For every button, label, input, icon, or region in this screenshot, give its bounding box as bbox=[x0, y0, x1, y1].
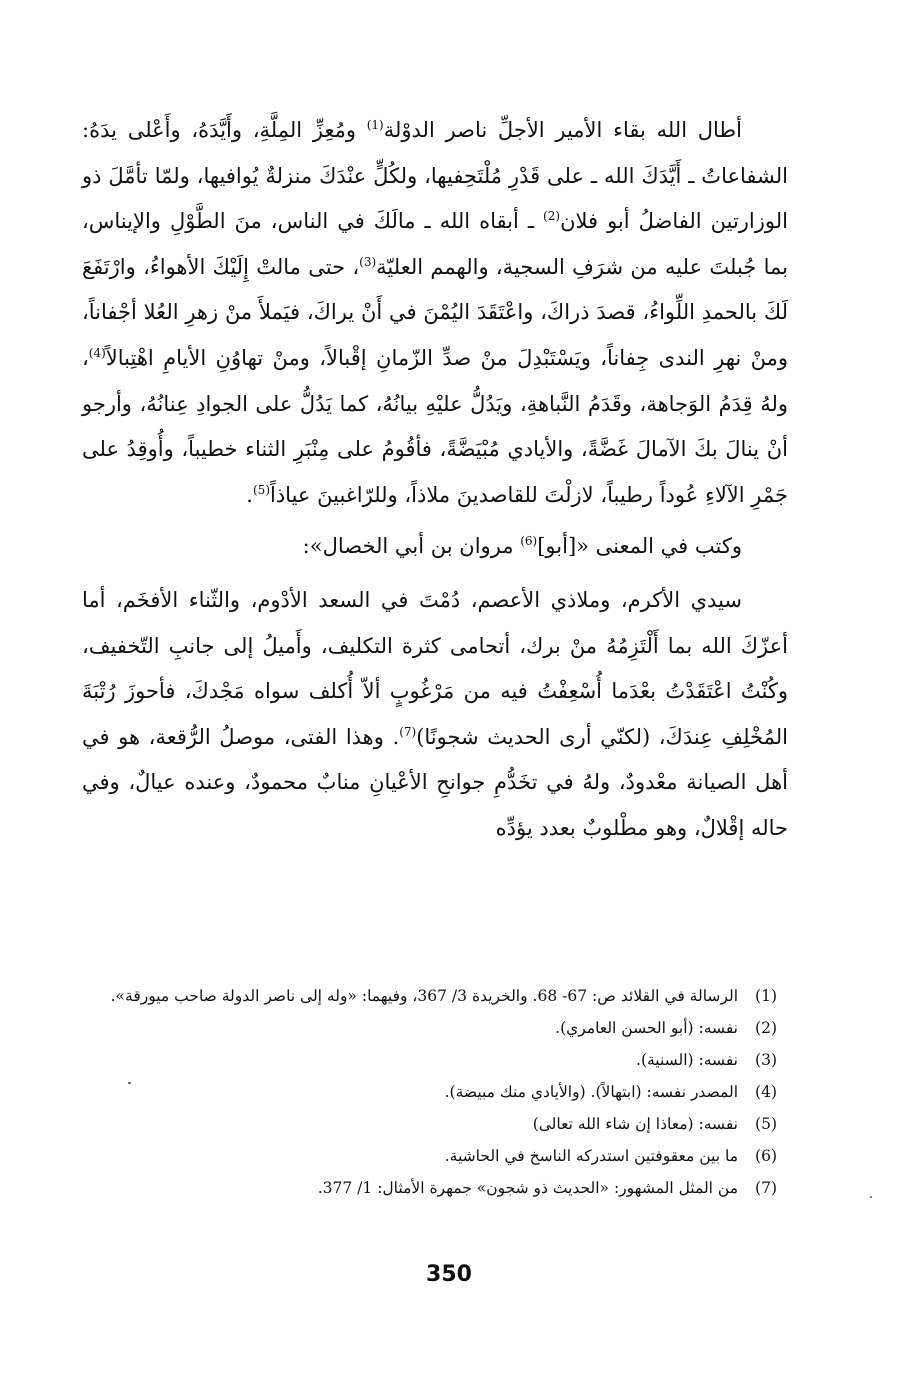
text-run: ومُعِزِّ المِلَّةِ، وأَيَّدَهُ، وأَعْلى يدَهُ: الشفاعاتُ ـ أَيَّدَكَ الله ـ على قَدْرِ مُلْتَحِفيها، ولكُلٍّ عنْدَكَ منزلةٌ يُوافيها، ولمّا تأمَّلَ ذو الوزارتين الفاضلُ أبو فلان bbox=[82, 118, 788, 234]
paragraph-heading-abu-marwan bbox=[82, 524, 788, 570]
footnote-number: (7) bbox=[755, 1179, 777, 1197]
footnote-ref-3[interactable]: (3) bbox=[359, 254, 377, 269]
main-text bbox=[82, 108, 788, 852]
footnote-5 bbox=[92, 1108, 794, 1140]
footnote-ref-6[interactable]: (6) bbox=[520, 534, 538, 549]
footnote-text: الرسالة في القلائد ص: 67- 68. والخريدة 3/ 367، وفيهما: «وله إلى ناصر الدولة صاحب ميورقة». bbox=[110, 987, 738, 1005]
text-run: وكتب في المعنى «[أبو] bbox=[537, 534, 742, 559]
footnote-number: (3) bbox=[755, 1051, 777, 1069]
footnote-2 bbox=[92, 1012, 794, 1044]
paragraph-letter-2 bbox=[82, 578, 788, 852]
text-run: ـ أبقاه الله ـ مالَكَ في الناس، منَ الطَّوْلِ والإيناس، بما جُبلتَ عليه من شرَفِ السجية، والهمم العليّة bbox=[82, 209, 788, 279]
footnote-ref-2[interactable]: (2) bbox=[543, 209, 561, 224]
text-run: . bbox=[246, 482, 253, 507]
scan-speck bbox=[128, 1082, 131, 1084]
footnote-6 bbox=[92, 1140, 794, 1172]
page-number: 350 bbox=[426, 1262, 472, 1287]
footnote-text: المصدر نفسه: (ابتهالاً). (والأيادي منك مبيضة). bbox=[444, 1083, 738, 1101]
footnote-4 bbox=[92, 1076, 794, 1108]
text-run: سيدي الأكرم، وملاذي الأعصم، دُمْتَ في السعد الأدْوم، والثّناء الأفخَم، أما أعزّكَ الله بما أَلْتَزِمُهُ منْ برك، أتحامى كثرة التكليف، وأَميلُ إلى جانبِ التّخفيف، وكُنْتُ اعْتَقَدْتُ بعْدَما أُسْعِفْتُ فيه من مَرْغُوبٍ ألاّ أُكلف سواه مَجْدكَ، فأحوزَ رُتْبَةَ المُخْلِفِ عِندَكَ، (لكنّي أرى الحديث شجونًا) bbox=[82, 587, 788, 749]
footnote-3 bbox=[92, 1044, 794, 1076]
text-run: أطال الله بقاء الأمير الأجلِّ ناصر الدوْلة bbox=[383, 118, 742, 142]
footnote-number: (1) bbox=[755, 987, 777, 1005]
footnote-1 bbox=[92, 980, 794, 1012]
footnote-7 bbox=[92, 1172, 794, 1204]
footnote-ref-1[interactable]: (1) bbox=[366, 118, 384, 132]
footnote-ref-5[interactable]: (5) bbox=[252, 482, 270, 497]
footnote-text: نفسه: (أبو الحسن العامري). bbox=[555, 1019, 738, 1037]
footnote-text: من المثل المشهور: «الحديث ذو شجون» جمهرة الأمثال: 1/ 377. bbox=[317, 1179, 738, 1197]
text-run: ، ولهُ قِدَمُ الوَجاهة، وقَدَمُ النَّباهةِ، ويَدُلُّ عليْهِ بيانُهُ، كما يَدُلُّ على الجوادِ عِنانُهُ، وأرجو أنْ ينالَ بكَ الآمالَ غَضَّةً، والأيادي مُبْيَضَّةً، فأقُومُ على مِنْبَرِ الثناء خطيباً، وأُوقِدُ على جَمْرِ الآلاءِ عُوداً رطيباً، لازلْتَ للقاصدينَ ملاذاً، وللرّاغبينَ عياذاً bbox=[82, 345, 788, 507]
footnote-number: (6) bbox=[755, 1147, 777, 1165]
scan-speck bbox=[870, 1196, 872, 1198]
footnote-text: نفسه: (معاذا إن شاء الله تعالى) bbox=[532, 1115, 738, 1133]
footnotes-section bbox=[92, 980, 794, 1204]
text-run: مروان بن أبي الخصال»: bbox=[302, 534, 521, 559]
footnote-ref-4[interactable]: (4) bbox=[88, 345, 106, 360]
footnote-number: (4) bbox=[755, 1083, 777, 1101]
footnote-text: ما بين معقوفتين استدركه الناسخ في الحاشية. bbox=[444, 1147, 738, 1165]
paragraph-letter-1 bbox=[82, 108, 788, 518]
footnote-number: (2) bbox=[755, 1019, 777, 1037]
text-run: ، حتى مالتْ إِلَيْكَ الأهواءُ، وارْتَفَعَ لَكَ بالحمدِ اللِّواءُ، قصدَ ذراكَ، واعْتَقَدَ اليُمْنَ في أَنْ يراكَ، فيَملأَ منْ زهرِ العُلا أجْفاناً، ومنْ نهرِ الندى جِفاناً، ويَسْتَبْدِلَ منْ صدِّ الزّمانِ إقْبالاً، ومنْ تهاوُنِ الأيامِ اهْتِبالاً bbox=[82, 254, 788, 370]
text-run: . وهذا الفتى، موصلُ الرُّقعة، هو في أهل الصيانة معْدودٌ، ولهُ في تخَدُّمِ جوانحِ الأعْيانِ منابٌ محمودٌ، وعنده عيالٌ، وفي حاله إقْلالٌ، وهو مطْلوبٌ بعدد يؤدِّه bbox=[82, 724, 788, 840]
footnote-ref-7[interactable]: (7) bbox=[399, 724, 417, 739]
footnote-number: (5) bbox=[755, 1115, 777, 1133]
footnote-text: نفسه: (السنية). bbox=[636, 1051, 738, 1069]
